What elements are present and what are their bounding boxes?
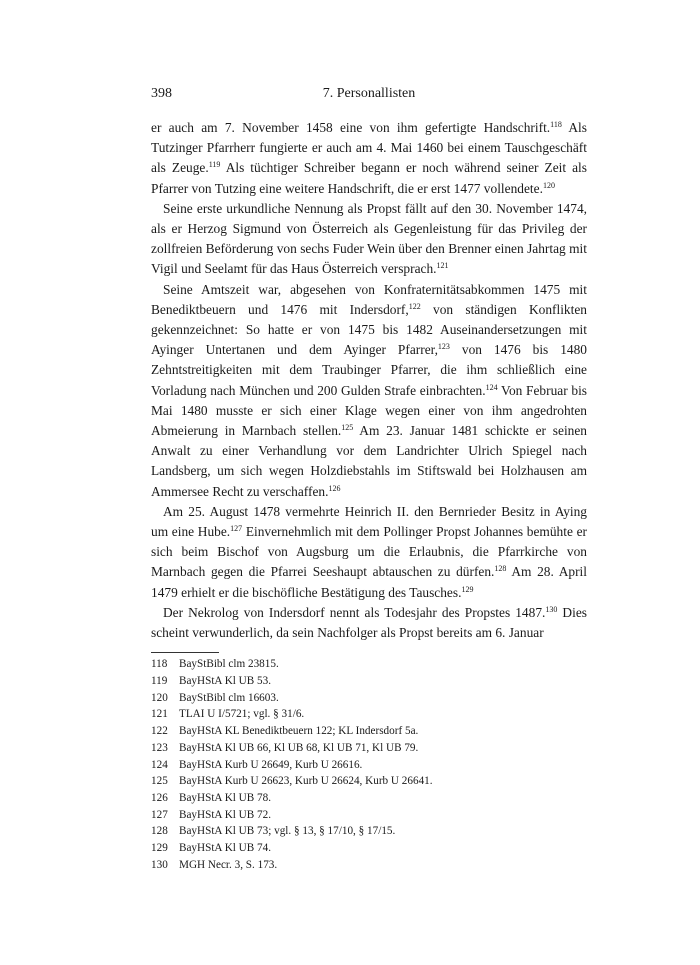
footnote-text: BayStBibl clm 23815. — [179, 658, 279, 671]
footnote-text: BayHStA Kl UB 73; vgl. § 13, § 17/10, § 17/15. — [179, 825, 396, 838]
footnote — [151, 740, 587, 757]
footnote-number: 127 — [151, 808, 168, 821]
footnote-reference[interactable]: 122 — [408, 301, 421, 311]
footnote — [151, 823, 587, 840]
footnote-reference[interactable]: 126 — [328, 483, 341, 493]
footnote-text: BayHStA Kl UB 78. — [179, 791, 271, 804]
footnote-number: 130 — [151, 858, 168, 871]
footnote-number: 119 — [151, 674, 168, 687]
page-header — [151, 86, 587, 106]
footnote — [151, 673, 587, 690]
footnote-text: BayHStA Kl UB 53. — [179, 674, 271, 687]
book-page — [151, 86, 587, 873]
paragraph — [151, 199, 587, 280]
body-text — [151, 118, 587, 643]
footnote — [151, 807, 587, 824]
paragraph-text: Seine erste urkundliche Nennung als Propst fällt auf den 30. November 1474, als er Herzog Sigmund von Österreich als Gegenleistung für das Privileg der zollfreien Beförderung von sechs Fuder Wein über den Brenner einen Jahrtag mit Vigil und Seelamt für das Haus Österreich versprach. — [151, 200, 587, 277]
footnote-reference[interactable]: 118 — [550, 120, 562, 129]
running-head: 7. Personallisten — [322, 86, 416, 101]
footnote-text: BayHStA Kurb U 26649, Kurb U 26616. — [179, 758, 363, 771]
paragraph-text: Von Februar bis Mai 1480 musste er sich einer Klage wegen einer von ihm angedrohten Abmeierung in Marnbach stellen. — [151, 382, 587, 439]
footnote-reference[interactable]: 123 — [437, 342, 450, 352]
footnote-reference[interactable]: 127 — [230, 524, 243, 534]
footnote-number: 128 — [151, 825, 168, 838]
footnote — [151, 840, 587, 857]
paragraph-text: Am 28. April 1479 erhielt er die bischöfliche Bestätigung des Tausches. — [151, 564, 588, 600]
footnote-number: 120 — [151, 691, 168, 704]
paragraph-text: Seine Amtszeit war, abgesehen von Konfraternitätsabkommen 1475 mit Benediktbeuern und 1476 mit Indersdorf, — [151, 281, 587, 317]
paragraph — [151, 280, 587, 502]
footnote-number: 118 — [151, 658, 168, 671]
footnote-reference[interactable]: 125 — [341, 423, 354, 433]
footnote-text: MGH Necr. 3, S. 173. — [179, 858, 278, 871]
footnote — [151, 723, 587, 740]
footnote-text: BayHStA Kurb U 26623, Kurb U 26624, Kurb U 26641. — [179, 775, 433, 788]
footnote-text: BayHStA Kl UB 72. — [179, 808, 271, 821]
paragraph-text: Einvernehmlich mit dem Pollinger Propst Johannes bemühte er sich beim Bischof von Augsburg um die Erlaubnis, die Pfarrkirche von Marnbach gegen die Pfarrei Seeshaupt abtauschen zu dürfen. — [151, 524, 587, 580]
footnote — [151, 773, 587, 790]
footnote-reference[interactable]: 124 — [485, 382, 498, 392]
footnote-reference[interactable]: 121 — [436, 261, 449, 271]
paragraph-text: von ständigen Konflikten gekennzeichnet: So hatte er von 1475 bis 1482 Auseinandersetzungen mit Ayinger Untertanen und dem Ayinger Pfarrer, — [151, 301, 587, 358]
paragraph-text: Als tüchtiger Schreiber begann er noch während seiner Zeit als Pfarrer von Tutzing eine weitere Handschrift, die er erst 1477 vollendete. — [151, 160, 587, 196]
footnote-reference[interactable]: 128 — [494, 564, 507, 574]
footnote-number: 124 — [151, 758, 168, 771]
footnote — [151, 706, 587, 723]
paragraph-text: Als Tutzinger Pfarrherr fungierte er auch am 4. Mai 1460 bei einem Tauschgeschäft als Zeuge. — [151, 120, 587, 176]
page-number: 398 — [151, 86, 172, 101]
footnote — [151, 757, 587, 774]
footnote-reference[interactable]: 119 — [208, 160, 221, 170]
footnote-number: 129 — [151, 842, 168, 855]
paragraph-text: er auch am 7. November 1458 eine von ihm gefertigte Handschrift. — [151, 120, 551, 135]
footnote — [151, 790, 587, 807]
paragraph-text: Dies scheint verwunderlich, da sein Nachfolger als Propst bereits am 6. Januar — [151, 604, 587, 641]
footnote — [151, 690, 587, 707]
footnote-number: 123 — [151, 741, 168, 754]
footnote-number: 121 — [151, 708, 168, 721]
footnote-text: TLAI U I/5721; vgl. § 31/6. — [179, 708, 305, 721]
footnote-divider — [151, 652, 219, 653]
footnote-text: BayHStA KL Benediktbeuern 122; KL Indersdorf 5a. — [179, 725, 419, 738]
footnotes-list — [151, 656, 587, 873]
paragraph-text: Der Nekrolog von Indersdorf nennt als Todesjahr des Propstes 1487. — [163, 604, 546, 620]
paragraph-text: von 1476 bis 1480 Zehntstreitigkeiten mit dem Traubinger Pfarrer, die ihm schließlich eine Vorladung nach München und 200 Gulden Strafe einbrachten. — [151, 342, 587, 398]
footnote-reference[interactable]: 129 — [461, 584, 474, 594]
paragraph-text: Am 23. Januar 1481 schickte er seinen Anwalt zu einer Verhandlung vor dem Landrichter Ulrich Spiegel nach Landsberg, um sich wegen Holzdiebstahls im Stiftswald bei Holzhausen am Ammersee Recht zu verschaffen. — [151, 423, 587, 499]
footnote-number: 126 — [151, 791, 168, 804]
footnote-reference[interactable]: 130 — [545, 604, 558, 614]
footnote-number: 122 — [151, 725, 168, 738]
footnote-text: BayHStA Kl UB 74. — [179, 842, 271, 855]
footnote-text: BayStBibl clm 16603. — [179, 691, 279, 704]
footnote-number: 125 — [151, 775, 168, 788]
footnote — [151, 656, 587, 673]
footnote — [151, 857, 587, 874]
paragraph-text: Am 25. August 1478 vermehrte Heinrich II. den Bernrieder Besitz in Aying um eine Hube. — [151, 503, 587, 540]
paragraph — [151, 502, 587, 603]
paragraph — [151, 603, 587, 643]
footnote-text: BayHStA Kl UB 66, Kl UB 68, Kl UB 71, Kl UB 79. — [179, 741, 419, 754]
paragraph — [151, 118, 587, 199]
footnote-reference[interactable]: 120 — [542, 180, 555, 190]
